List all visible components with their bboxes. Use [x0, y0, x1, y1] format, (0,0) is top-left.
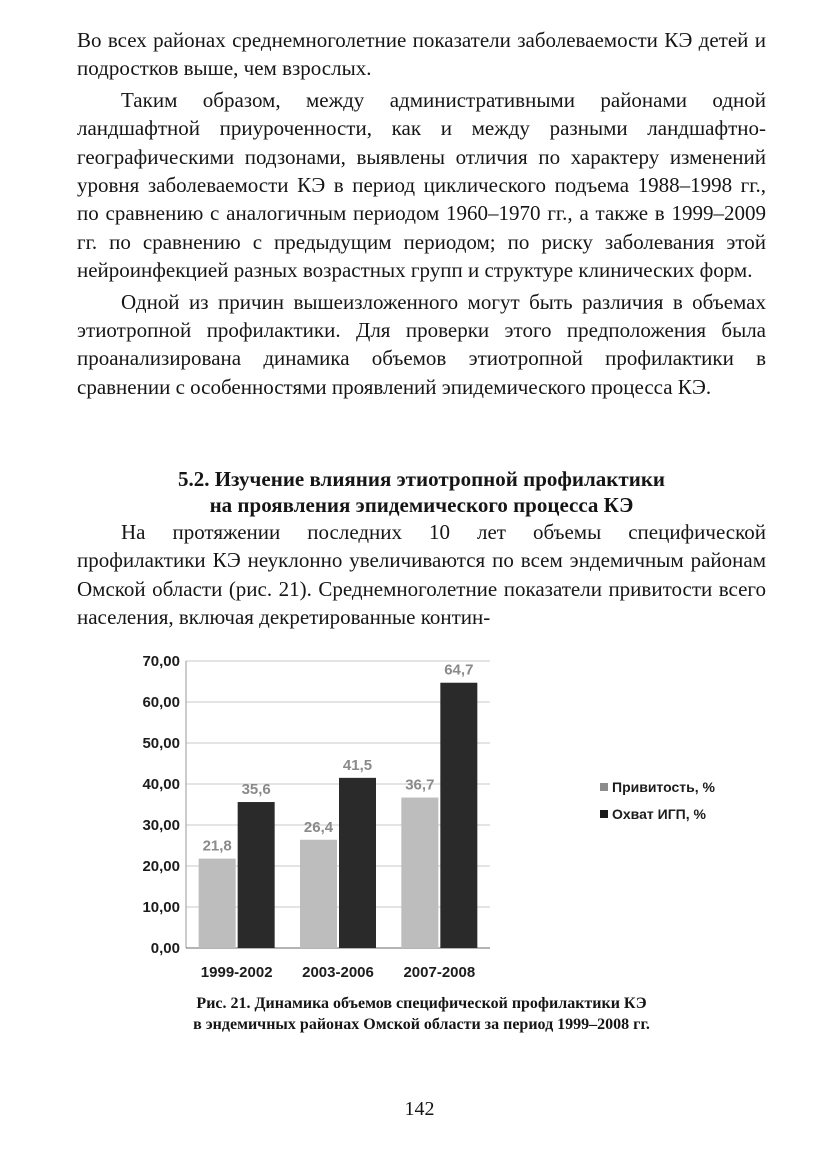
- data-label: 41,5: [342, 756, 373, 774]
- section-paragraph: На протяжении последних 10 лет объемы специфической профилактики КЭ неуклонно увеличиваются по всем эндемичным районам Омской области (рис. 21). Среднемноголетние показатели привитости всего населения, включая декретированные контин-: [77, 520, 766, 630]
- y-tick-label: 30,00: [142, 817, 180, 834]
- y-tick-label: 10,00: [142, 899, 180, 916]
- data-label: 64,7: [444, 661, 474, 679]
- y-tick-label: 60,00: [142, 694, 180, 711]
- bar: [401, 798, 438, 948]
- y-tick-label: 20,00: [142, 858, 180, 875]
- caption-line-1: Рис. 21. Динамика объемов специфической профилактики КЭ: [196, 995, 647, 1012]
- data-label: 36,7: [405, 776, 435, 794]
- y-tick-label: 50,00: [142, 735, 180, 752]
- section-heading-line-1: 5.2. Изучение влияния этиотропной профилактики: [177, 467, 666, 491]
- legend-swatch: [600, 810, 608, 818]
- page-number: 142: [404, 1098, 435, 1120]
- y-tick-label: 40,00: [142, 776, 180, 793]
- intro-text: [77, 26, 766, 401]
- x-tick-label: 2003-2006: [302, 964, 374, 981]
- bar: [339, 778, 376, 948]
- data-label: 35,6: [241, 781, 271, 799]
- caption-line-2: в эндемичных районах Омской области за период 1999–2008 гг.: [193, 1016, 650, 1033]
- legend-label: Охват ИГП, %: [612, 806, 706, 822]
- legend-label: Привитость, %: [612, 779, 715, 795]
- paragraph-1: Во всех районах среднемноголетние показатели заболеваемости КЭ детей и подростков выше, чем взрослых.: [77, 28, 766, 81]
- x-tick-label: 2007-2008: [403, 964, 476, 981]
- y-tick-label: 70,00: [142, 653, 180, 670]
- bar-chart: [100, 640, 760, 990]
- figure-caption: [77, 993, 766, 1035]
- figure-21-chart: [100, 640, 760, 990]
- bar: [440, 683, 477, 948]
- bar: [238, 802, 275, 948]
- section-text: [77, 518, 766, 632]
- data-label: 26,4: [303, 818, 334, 836]
- paragraph-2: Таким образом, между административными районами одной ландшафтной приуроченности, как и между разными ландшафтно-географическими подзонами, выявлены отличия по характеру изменений уровня заболеваемости КЭ в период циклического подъема 1988–1998 гг., по сравнению с аналогичным периодом 1960–1970 гг., а также в 1999–2009 гг. по сравнению с предыдущим периодом; по риску заболевания этой нейроинфекцией разных возрастных групп и структуре клинических форм.: [77, 87, 766, 283]
- bar: [300, 840, 337, 948]
- paragraph-3: Одной из причин вышеизложенного могут быть различия в объемах этиотропной профилактики. Для проверки этого предположения была проанализирована динамика объемов этиотропной профилактики в сравнении с особенностями проявлений эпидемического процесса КЭ.: [77, 289, 766, 399]
- legend-swatch: [600, 783, 608, 791]
- section-heading: [77, 466, 766, 518]
- x-tick-label: 1999-2002: [200, 964, 273, 981]
- data-label: 21,8: [202, 837, 232, 855]
- bar: [199, 859, 236, 948]
- section-heading-line-2: на проявления эпидемического процесса КЭ: [209, 493, 634, 517]
- y-tick-label: 0,00: [150, 940, 180, 957]
